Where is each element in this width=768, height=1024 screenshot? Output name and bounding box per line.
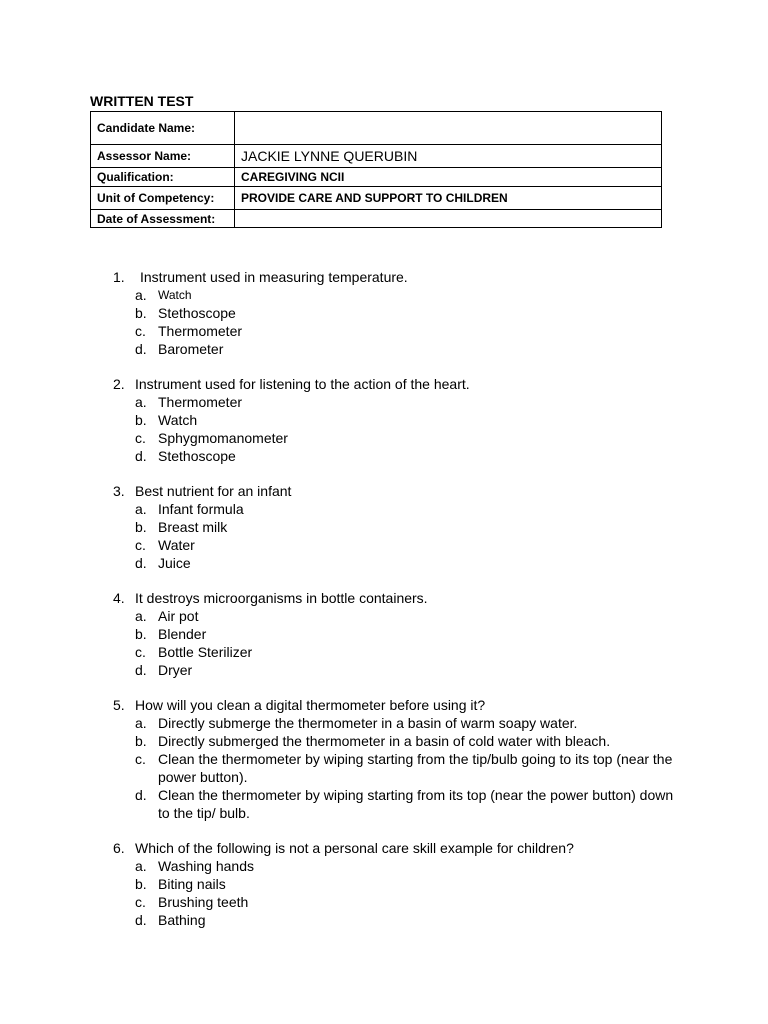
option-letter: b. — [135, 733, 147, 749]
option-a — [135, 714, 683, 732]
unit-of-competency-label: Unit of Competency: — [91, 187, 235, 210]
option-letter: a. — [135, 858, 147, 874]
option-text: Sphygmomanometer — [158, 430, 288, 446]
info-row-qualification — [91, 168, 662, 187]
question-text: How will you clean a digital thermometer before using it? — [135, 697, 486, 713]
option-c — [135, 322, 683, 340]
option-text: Brushing teeth — [158, 894, 249, 910]
document-title: WRITTEN TEST — [90, 93, 194, 109]
info-row-unit-of-competency — [91, 187, 662, 210]
question-text: Instrument used in measuring temperature. — [140, 269, 408, 285]
question-stem — [113, 482, 683, 500]
question-6 — [113, 839, 683, 929]
assessment-info-table — [90, 111, 662, 228]
option-c — [135, 429, 683, 447]
option-letter: d. — [135, 555, 147, 571]
option-text: Watch — [158, 412, 198, 428]
option-text: Directly submerge the thermometer in a basin of warm soapy water. — [158, 715, 578, 731]
option-b — [135, 875, 683, 893]
option-b — [135, 732, 683, 750]
info-row-candidate-name — [91, 112, 662, 145]
option-letter: b. — [135, 876, 147, 892]
question-3 — [113, 482, 683, 572]
option-b — [135, 518, 683, 536]
option-letter: d. — [135, 448, 147, 464]
option-letter: b. — [135, 519, 147, 535]
question-stem — [113, 375, 683, 393]
option-a — [135, 393, 683, 411]
option-text: Biting nails — [158, 876, 226, 892]
option-b — [135, 304, 683, 322]
option-text: Juice — [158, 555, 191, 571]
option-letter: a. — [135, 501, 147, 517]
option-text: Stethoscope — [158, 305, 236, 321]
option-letter: a. — [135, 608, 147, 624]
option-letter: d. — [135, 912, 147, 928]
option-text: Clean the thermometer by wiping starting from its top (near the power button) down to the tip/ bulb. — [158, 787, 674, 821]
question-number: 6. — [113, 840, 125, 856]
option-text: Infant formula — [158, 501, 244, 517]
question-1 — [113, 268, 683, 358]
option-text: Blender — [158, 626, 207, 642]
option-d — [135, 447, 683, 465]
option-a — [135, 500, 683, 518]
option-letter: d. — [135, 787, 147, 803]
option-letter: d. — [135, 662, 147, 678]
question-2 — [113, 375, 683, 465]
option-letter: b. — [135, 626, 147, 642]
option-letter: a. — [135, 394, 147, 410]
option-text: Thermometer — [158, 323, 243, 339]
option-text: Air pot — [158, 608, 199, 624]
option-d — [135, 554, 683, 572]
option-d — [135, 911, 683, 929]
option-letter: a. — [135, 287, 147, 303]
question-stem — [113, 268, 683, 286]
question-number: 3. — [113, 483, 125, 499]
option-d — [135, 340, 683, 358]
option-text: Washing hands — [158, 858, 254, 874]
option-text: Bottle Sterilizer — [158, 644, 253, 660]
date-of-assessment-label: Date of Assessment: — [91, 210, 235, 228]
option-b — [135, 625, 683, 643]
option-c — [135, 750, 683, 786]
question-5 — [113, 696, 683, 822]
option-letter: a. — [135, 715, 147, 731]
info-row-assessor-name — [91, 145, 662, 168]
question-number: 2. — [113, 376, 125, 392]
question-text: Best nutrient for an infant — [135, 483, 292, 499]
info-row-date-of-assessment — [91, 210, 662, 228]
option-d — [135, 786, 683, 822]
option-letter: b. — [135, 305, 147, 321]
option-c — [135, 893, 683, 911]
option-letter: c. — [135, 537, 146, 553]
option-letter: c. — [135, 644, 146, 660]
question-stem — [113, 589, 683, 607]
option-letter: b. — [135, 412, 147, 428]
option-b — [135, 411, 683, 429]
option-letter: c. — [135, 323, 146, 339]
option-letter: c. — [135, 751, 146, 767]
option-c — [135, 643, 683, 661]
assessor-name-label: Assessor Name: — [91, 145, 235, 168]
option-letter: c. — [135, 894, 146, 910]
option-a — [135, 607, 683, 625]
question-number: 4. — [113, 590, 125, 606]
question-text: Which of the following is not a personal care skill example for children? — [135, 840, 574, 856]
option-text: Dryer — [158, 662, 193, 678]
option-text: Clean the thermometer by wiping starting from the tip/bulb going to its top (near the power button). — [158, 751, 673, 785]
question-text: Instrument used for listening to the action of the heart. — [135, 376, 470, 392]
candidate-name-value — [235, 112, 662, 145]
qualification-value: CAREGIVING NCII — [235, 168, 662, 187]
question-number: 1. — [113, 269, 125, 285]
option-text: Barometer — [158, 341, 224, 357]
option-a — [135, 286, 683, 304]
option-letter: c. — [135, 430, 146, 446]
date-of-assessment-value — [235, 210, 662, 228]
qualification-label: Qualification: — [91, 168, 235, 187]
option-d — [135, 661, 683, 679]
question-stem — [113, 696, 683, 714]
option-text: Stethoscope — [158, 448, 236, 464]
unit-of-competency-value: PROVIDE CARE AND SUPPORT TO CHILDREN — [235, 187, 662, 210]
question-4 — [113, 589, 683, 679]
option-text: Breast milk — [158, 519, 228, 535]
option-text: Water — [158, 537, 195, 553]
option-c — [135, 536, 683, 554]
option-text: Watch — [158, 288, 192, 302]
question-stem — [113, 839, 683, 857]
question-number: 5. — [113, 697, 125, 713]
option-text: Bathing — [158, 912, 206, 928]
option-a — [135, 857, 683, 875]
assessor-name-value: JACKIE LYNNE QUERUBIN — [235, 145, 662, 168]
candidate-name-label: Candidate Name: — [91, 112, 235, 145]
option-letter: d. — [135, 341, 147, 357]
option-text: Thermometer — [158, 394, 243, 410]
option-text: Directly submerged the thermometer in a basin of cold water with bleach. — [158, 733, 611, 749]
question-text: It destroys microorganisms in bottle containers. — [135, 590, 428, 606]
